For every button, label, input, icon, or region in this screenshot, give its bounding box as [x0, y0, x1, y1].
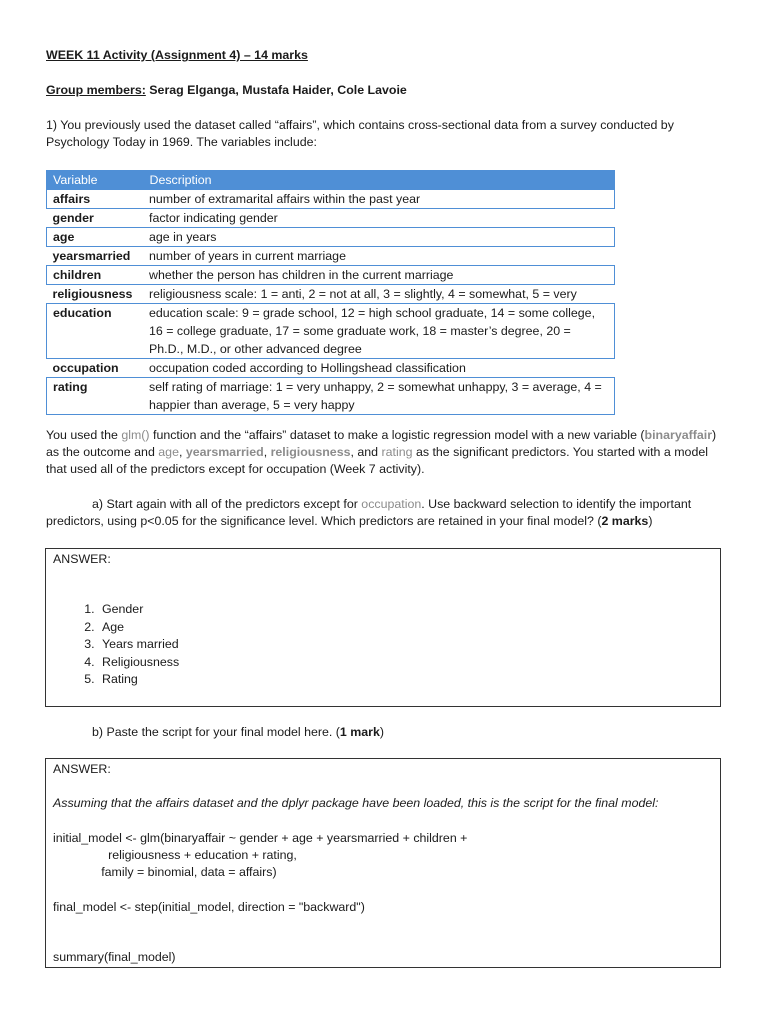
yearsmarried-ref: yearsmarried	[185, 445, 264, 459]
text-run: ,	[178, 445, 186, 459]
description-cell: religiousness scale: 1 = anti, 2 = not at all, 3 = slightly, 4 = somewhat, 5 = very	[143, 285, 615, 304]
variable-cell: yearsmarried	[47, 247, 144, 266]
part-a-answer-box	[45, 548, 721, 707]
part-a-marks: 2 marks	[601, 514, 649, 528]
variable-cell: children	[47, 266, 144, 285]
answer-label: ANSWER:	[53, 762, 111, 776]
text-run: a) Start again with all of the predictors except for	[92, 497, 362, 511]
table-row	[47, 247, 615, 266]
header-description: Description	[143, 171, 615, 190]
description-cell: education scale: 9 = grade school, 12 = high school graduate, 14 = some college, 16 = college graduate, 17 = some graduate work, 18 = master’s degree, 20 = Ph.D., M.D., or other advanced degree	[143, 304, 615, 359]
description-cell: whether the person has children in the current marriage	[143, 266, 615, 285]
part-b-marks: 1 mark	[339, 725, 380, 739]
description-cell: occupation coded according to Hollingshead classification	[143, 359, 615, 378]
variable-cell: occupation	[47, 359, 144, 378]
list-item: 2. Age	[98, 619, 179, 637]
description-cell: number of extramarital affairs within the past year	[143, 190, 615, 209]
description-cell: age in years	[143, 228, 615, 247]
question-1-intro	[46, 117, 726, 151]
context-paragraph	[46, 427, 722, 478]
table-row	[47, 228, 615, 247]
script-note: Assuming that the affairs dataset and the dplyr package have been loaded, this is the script for the final model:	[53, 796, 659, 810]
assignment-title: WEEK 11 Activity (Assignment 4) – 14 marks	[46, 48, 308, 62]
description-cell: number of years in current marriage	[143, 247, 615, 266]
table-row	[47, 266, 615, 285]
question-1-intro-line-2: Psychology Today in 1969. The variables include:	[46, 135, 317, 149]
variable-cell: education	[47, 304, 144, 359]
group-members	[46, 83, 407, 97]
religiousness-ref: religiousness	[270, 445, 351, 459]
text-run: )	[379, 725, 385, 739]
code-line: initial_model <- glm(binaryaffair ~ gender + age + yearsmarried + children +	[53, 831, 468, 845]
description-cell: self rating of marriage: 1 = very unhappy, 2 = somewhat unhappy, 3 = average, 4 = happier than average, 5 = very happy	[143, 378, 615, 415]
variable-cell: affairs	[47, 190, 144, 209]
list-item: 3. Years married	[98, 636, 179, 654]
table-row	[47, 304, 615, 359]
code-line: final_model <- step(initial_model, direction = "backward")	[53, 900, 365, 914]
code-line: religiousness + education + rating,	[53, 848, 297, 862]
text-run: ) as the outcome and	[46, 428, 717, 459]
occupation-ref: occupation	[361, 497, 422, 511]
part-b-question	[46, 724, 736, 741]
group-members-names: Serag Elganga, Mustafa Haider, Cole Lavoie	[145, 83, 407, 97]
text-run: b) Paste the script for your final model here. (	[92, 725, 340, 739]
text-run: ,	[263, 445, 271, 459]
text-run: . Use backward selection to identify the important predictors, using p<0.05 for the significance level. Which predictors are retained in your final model? (	[46, 497, 692, 528]
text-run: )	[648, 514, 653, 528]
table-row	[47, 209, 615, 228]
text-run: , and	[350, 445, 382, 459]
description-cell: factor indicating gender	[143, 209, 615, 228]
binaryaffair-ref: binaryaffair	[644, 428, 713, 442]
answer-label: ANSWER:	[53, 552, 111, 566]
text-run: as the significant predictors. You started with a model that used all of the predictors except for occupation (Week 7 activity).	[46, 445, 708, 476]
group-members-label: Group members:	[46, 83, 146, 97]
variables-table	[46, 170, 615, 415]
header-variable: Variable	[47, 171, 144, 190]
code-line: family = binomial, data = affairs)	[53, 865, 277, 879]
rating-ref: rating	[381, 445, 413, 459]
part-b-answer-box	[45, 758, 721, 968]
list-item: 1. Gender	[98, 601, 179, 619]
question-1-intro-line-1: 1) You previously used the dataset called “affairs”, which contains cross-sectional data from a survey conducted by	[46, 118, 674, 132]
list-item: 4. Religiousness	[98, 654, 179, 672]
table-row	[47, 285, 615, 304]
glm-function-ref: glm()	[121, 428, 150, 442]
code-line: summary(final_model)	[53, 950, 176, 964]
variables-table-header	[47, 171, 615, 190]
variable-cell: gender	[47, 209, 144, 228]
table-row	[47, 359, 615, 378]
variable-cell: rating	[47, 378, 144, 415]
text-run: You used the	[46, 428, 122, 442]
table-row	[47, 378, 615, 415]
variable-cell: religiousness	[47, 285, 144, 304]
predictor-list	[72, 601, 179, 689]
text-run: function and the “affairs” dataset to make a logistic regression model with a new variable (	[149, 428, 645, 442]
list-item: 5. Rating	[98, 671, 179, 689]
table-row	[47, 190, 615, 209]
age-ref: age	[158, 445, 179, 459]
part-a-question	[46, 496, 736, 530]
variable-cell: age	[47, 228, 144, 247]
